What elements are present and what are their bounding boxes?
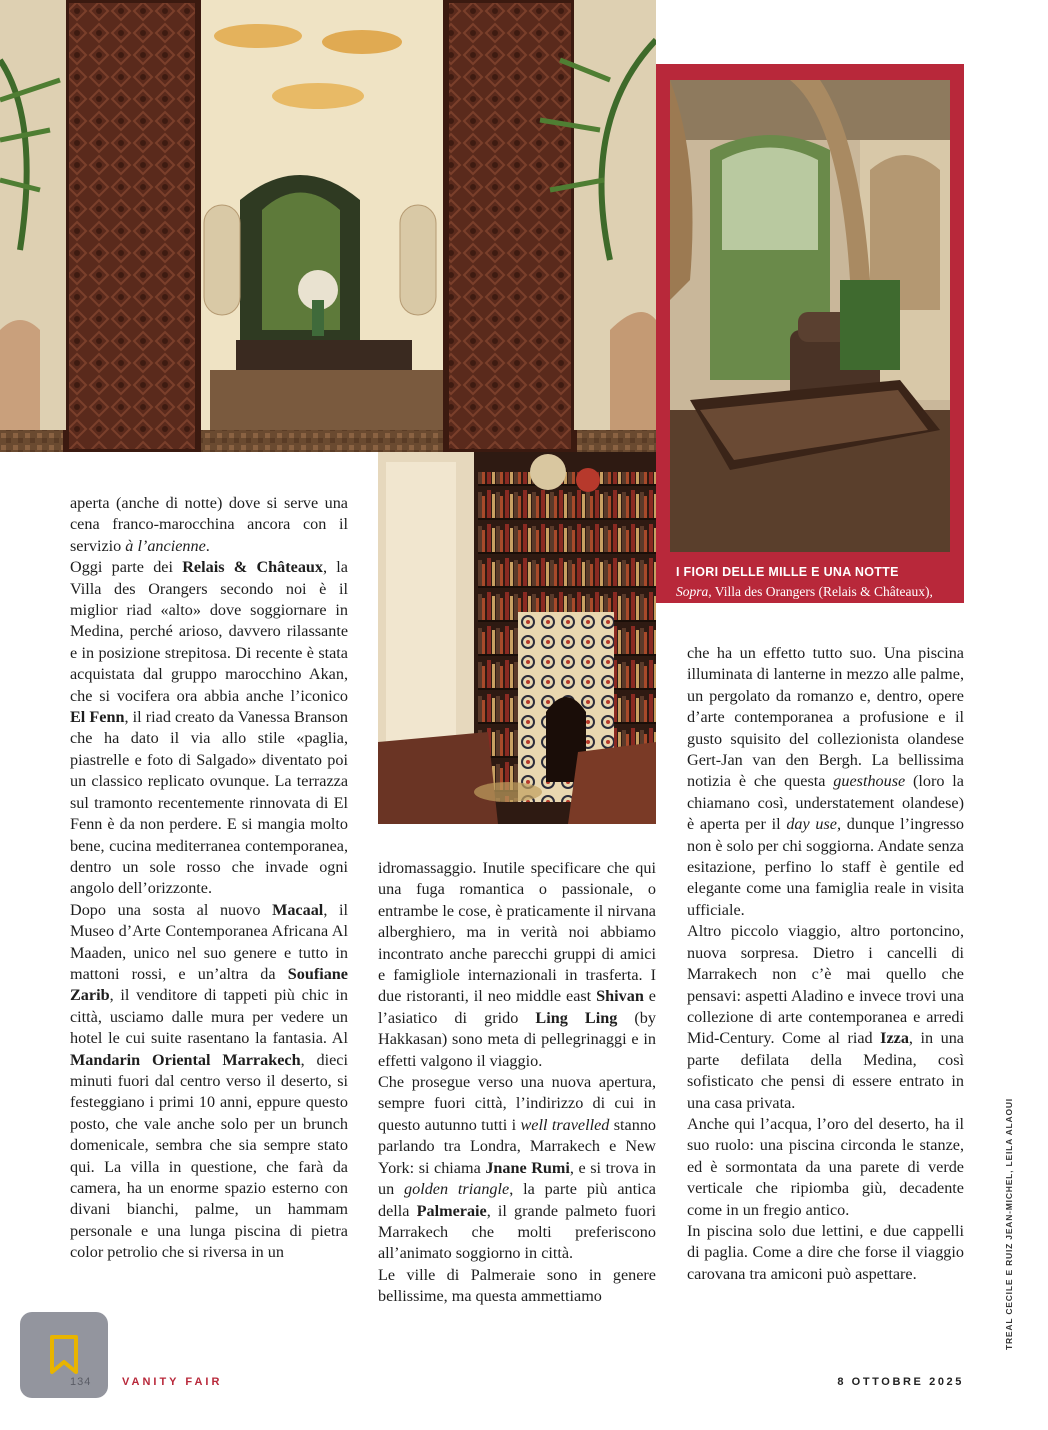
text-run: Che prosegue verso una nuova apertura, sempre fuori città, l’indirizzo di cui in questo autunno tutti i	[378, 1073, 656, 1134]
paragraph	[70, 493, 348, 557]
text-run: e l’asiatico di grido	[378, 987, 656, 1027]
bold-name: Palmeraie	[416, 1201, 487, 1220]
text-run: , il riad creato da Vanessa Branson che ha dato il via allo stile «paglia, piastrelle e foto di Salgado» diventato poi un classico replicato ovunque. La terrazza sul tramonto recentemente rinnovata di El Fenn è da non perdere. E si mangia molto bene, cucina mediterranea contemporanea, dentro un sole rosso che invade ogni angolo dell’orizzonte.	[70, 708, 349, 898]
article-column-3	[687, 643, 964, 1285]
caption-panel	[656, 64, 964, 650]
text-run: idromassaggio. Inutile specificare che qui una fuga romantica o passionale, o entrambe le cose, è praticamente il nirvana alberghiero, ma in verità noi abbiamo incontrato anche parecchi gruppi di amici e famigliole internazionali in trasferta. I due ristoranti, il neo middle east	[378, 859, 656, 1006]
photo-riad-izza-library	[378, 452, 656, 824]
italic-term: day use,	[786, 815, 842, 834]
paragraph	[687, 921, 964, 1114]
text-run: , dieci minuti fuori dal centro verso il deserto, si festeggiano i primi 10 anni, eppure questo posto, che vale anche solo per un brunch domenicale, sembra che sia sempre stato qui. La villa in questione, che farà da camera, ha un enorme spazio esterno con divani bianchi, palme, un hammam personale e una lunga piscina di pietra color petrolio che si riversa in un	[70, 1050, 348, 1262]
italic-term: golden triangle	[404, 1180, 510, 1199]
italic-term: à l’ancienne	[125, 536, 206, 555]
photo-caption	[676, 564, 952, 651]
bold-name: El Fenn	[70, 708, 125, 727]
bold-name: Izza	[880, 1029, 909, 1048]
paragraph	[378, 1072, 656, 1265]
courtyard-illustration	[0, 0, 656, 452]
bold-name: Jnane Rumi	[485, 1158, 570, 1177]
text-run: Oggi parte dei	[70, 558, 183, 577]
text-run: Altro piccolo viaggio, altro portoncino, nuova sorpresa. Dietro i cancelli di Marrakech non c’è mai quello che pensavi: aspetti Aladino e invece trovi una collezione di arte contemporanea e arredi Mid-Century. Come al riad	[687, 922, 964, 1048]
text-run: , il grande palmeto fuori Marrakech che molti preferiscono all’animato soggiorno in città.	[378, 1201, 656, 1263]
text-run: (loro la chiamano così, understatement olandese) è aperta per il	[687, 772, 964, 834]
paragraph	[70, 900, 348, 1264]
text-run: , il venditore di tappeti più chic in città, usciamo dalle mura per vedere un hotel le cui suite rasentano la fantasia. Al	[70, 986, 348, 1048]
text-run: , in una parte defilata della Medina, così sofisticato che pensi di essere entrato in una casa privata.	[687, 1029, 964, 1112]
italic-term: guesthouse	[833, 772, 906, 791]
italic-term: well travelled	[520, 1115, 610, 1134]
bold-name: Ling Ling	[535, 1008, 618, 1027]
photo-credit: TREAL CECILE E RUIZ JEAN-MICHEL, LEILA ALAOUI	[1004, 1098, 1014, 1350]
article-column-2	[378, 858, 656, 1308]
library-illustration	[378, 452, 656, 824]
text-run: aperta (anche di notte) dove si serve una cena franco-marocchina ancora con il servizio	[70, 494, 348, 555]
caption-text	[676, 583, 952, 651]
text-run: .	[205, 536, 210, 555]
bold-name: Relais & Châteaux	[182, 558, 324, 577]
text-run: , la Villa des Orangers secondo noi è il miglior riad «alto» dove soggiornare in Medina, perché arioso, davvero rilassante e in posizione strepitosa. Di recente è stata acquistata dal gruppo marocchino Akan, che si vocifera ora abbia anche l’iconico	[70, 558, 348, 705]
text-run: dunque l’ingresso non è solo per chi soggiorna. Andate senza esitazione, perfino lo staff è gentile ed elegante come una famiglia reale in visita ufficiale.	[687, 815, 965, 919]
magazine-name: VANITY FAIR	[122, 1376, 223, 1388]
paragraph: Le ville di Palmeraie sono in genere bellissime, ma questa ammettiamo	[378, 1265, 656, 1306]
bookmark-button[interactable]	[20, 1312, 108, 1398]
text-run: che ha un effetto tutto suo. Una piscina illuminata di lanterne in mezzo alle palme, un pergolato da romanzo e, dentro, opere d’arte contemporanea a profusione e il gusto squisito del collezionista olandese Gert-Jan van den Bergh. La bellissima notizia è che questa	[687, 644, 964, 791]
paragraph: Anche qui l’acqua, l’oro del deserto, ha il suo ruolo: una piscina circonda le stanze, ed è sormontata da una parete di verde verticale che ripiomba giù, decadente come in un fregio antico.	[687, 1114, 964, 1219]
text-run: stanno parlando tra Londra, Marrakech e New York: si chiama	[378, 1115, 657, 1177]
caption-above-label: Sopra,	[676, 584, 712, 599]
paragraph	[687, 643, 964, 921]
text-run: Dopo una sosta al nuovo	[70, 900, 273, 919]
photo-villa-courtyard	[0, 0, 656, 452]
article-column-1	[70, 493, 348, 1264]
orangers-illustration	[670, 80, 950, 552]
paragraph	[70, 557, 348, 900]
caption-below-text: la biblioteca al riad Izza, art hotel da 14 camere.	[676, 618, 925, 650]
text-run: , e si trova in un	[378, 1158, 656, 1199]
photo-villa-des-orangers	[670, 80, 950, 552]
text-run: , il Museo d’Arte Contemporanea Africana Al Maaden, unico nel suo genere e tutto in mattoni rossi, e un’altra da	[70, 900, 348, 983]
text-run: , la parte più antica della	[378, 1180, 656, 1220]
bold-name: Mandarin Oriental Marrakech	[70, 1050, 301, 1069]
paragraph	[378, 858, 656, 1072]
caption-title: I FIORI DELLE MILLE E UNA NOTTE	[676, 565, 899, 579]
caption-below-label: Sotto,	[676, 618, 708, 633]
bold-name: Shivan	[596, 987, 644, 1006]
text-run: (by Hakkasan) sono meta di pellegrinaggi e in effetti valgono il viaggio.	[378, 1008, 656, 1070]
bookmark-icon	[47, 1334, 81, 1376]
bold-name: Macaal	[272, 900, 324, 919]
caption-above-text: Villa des Orangers (Relais & Châteaux), antica dimora dove si cena tra gli alberi d’arancio.	[676, 584, 948, 616]
paragraph: In piscina solo due lettini, e due cappelli di paglia. Come a dire che forse il viaggio carovana tra amiconi può aspettare.	[687, 1221, 964, 1283]
bold-name: Soufiane Zarib	[70, 964, 348, 1005]
issue-date: 8 OTTOBRE 2025	[837, 1376, 964, 1388]
